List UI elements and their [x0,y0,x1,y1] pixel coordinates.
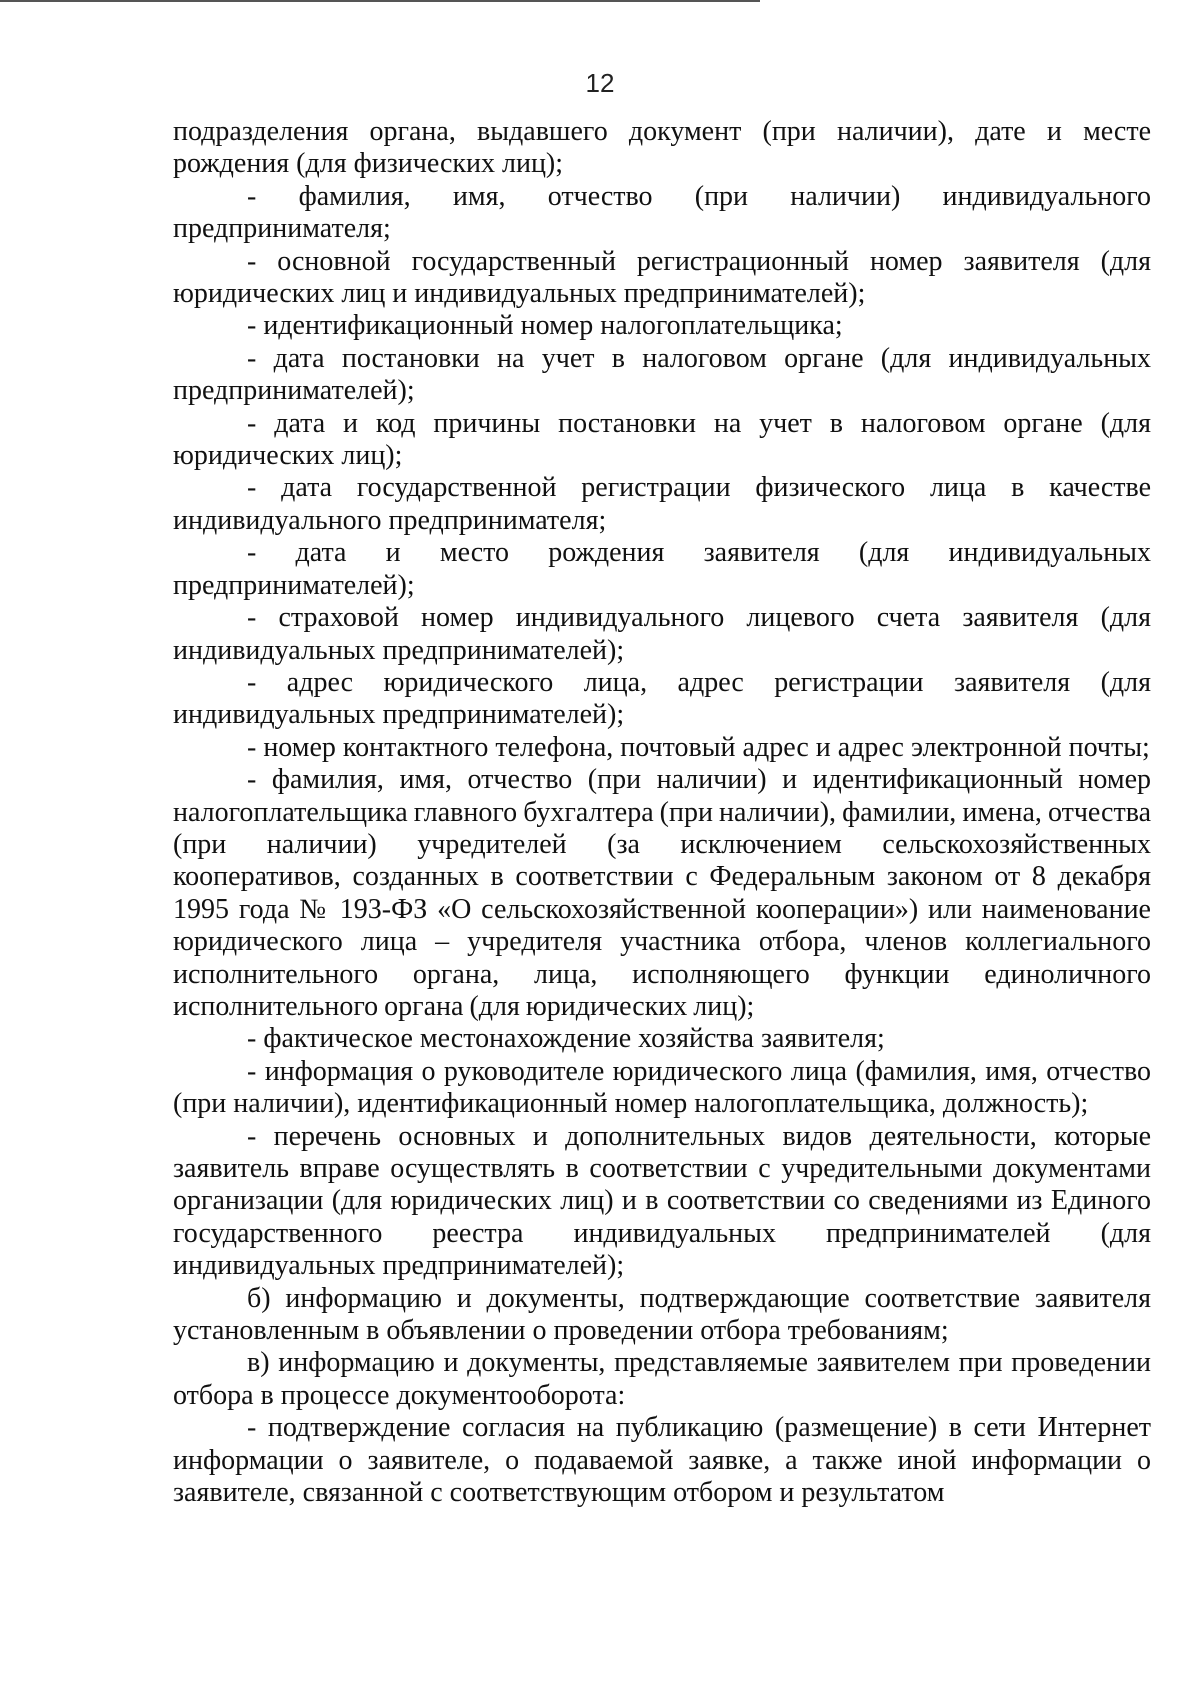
clause-b: б) информацию и документы, подтверждающие соответствие заявителя установленным в объявлении о проведении отбора требованиям; [173,1282,1151,1347]
list-item-tax-registration-date: - дата постановки на учет в налоговом органе (для индивидуальных предпринимателей); [173,342,1151,407]
scan-edge-line [0,0,760,2]
list-item-publication-consent: - подтверждение согласия на публикацию (размещение) в сети Интернет информации о заявителе, о подаваемой заявке, а также иной информации о заявителе, связанной с соответствующим отбором и результатом [173,1412,1151,1509]
list-item-ogrn: - основной государственный регистрационный номер заявителя (для юридических лиц и индивидуальных предпринимателей); [173,245,1151,310]
list-item-activities: - перечень основных и дополнительных видов деятельности, которые заявитель вправе осуществлять в соответствии с учредительными документами организации (для юридических лиц) и в соответствии со сведениями из Единого государственного реестра индивидуальных предпринимателей (для индивидуальных предпринимателей); [173,1120,1151,1282]
list-item-founders: - фамилия, имя, отчество (при наличии) и идентификационный номер налогоплательщика главного бухгалтера (при наличии), фамилии, имена, отчества (при наличии) учредителей (за исключением сельскохозяйственных кооперативов, созданных в соответствии с Федеральным законом от 8 декабря 1995 года № 193-ФЗ «О сельскохозяйственной кооперации») или наименование юридического лица – учредителя участника отбора, членов коллегиального исполнительного органа, лица, исполняющего функции единоличного исполнительного органа (для юридических лиц); [173,764,1151,1022]
list-item-state-registration-date: - дата государственной регистрации физического лица в качестве индивидуального предпринимателя; [173,472,1151,536]
list-item-inn: - идентификационный номер налогоплательщика; [247,310,843,342]
list-item-address: - адрес юридического лица, адрес регистрации заявителя (для индивидуальных предпринимателей); [173,666,1151,731]
page-number: 12 [585,68,615,98]
list-item-fio-ip: - фамилия, имя, отчество (при наличии) индивидуального предпринимателя; [173,180,1151,245]
list-item-snils: - страховой номер индивидуального лицевого счета заявителя (для индивидуальных предпринимателей); [173,602,1151,666]
list-item-farm-location: - фактическое местонахождение хозяйства заявителя; [247,1023,885,1055]
list-item-kpp: - дата и код причины постановки на учет в налоговом органе (для юридических лиц); [173,407,1151,472]
list-item-contacts: - номер контактного телефона, почтовый адрес и адрес электронной почты; [247,731,1150,763]
paragraph-continuation: подразделения органа, выдавшего документ (при наличии), дате и месте рождения (для физических лиц); [173,116,1151,180]
list-item-head-info: - информация о руководителе юридического лица (фамилия, имя, отчество (при наличии), идентификационный номер налогоплательщика, должность); [173,1055,1151,1120]
clause-v: в) информацию и документы, представляемые заявителем при проведении отбора в процессе документооборота: [173,1347,1151,1411]
list-item-birth-date-place: - дата и место рождения заявителя (для индивидуальных предпринимателей); [173,537,1151,601]
document-body [173,116,1151,1509]
